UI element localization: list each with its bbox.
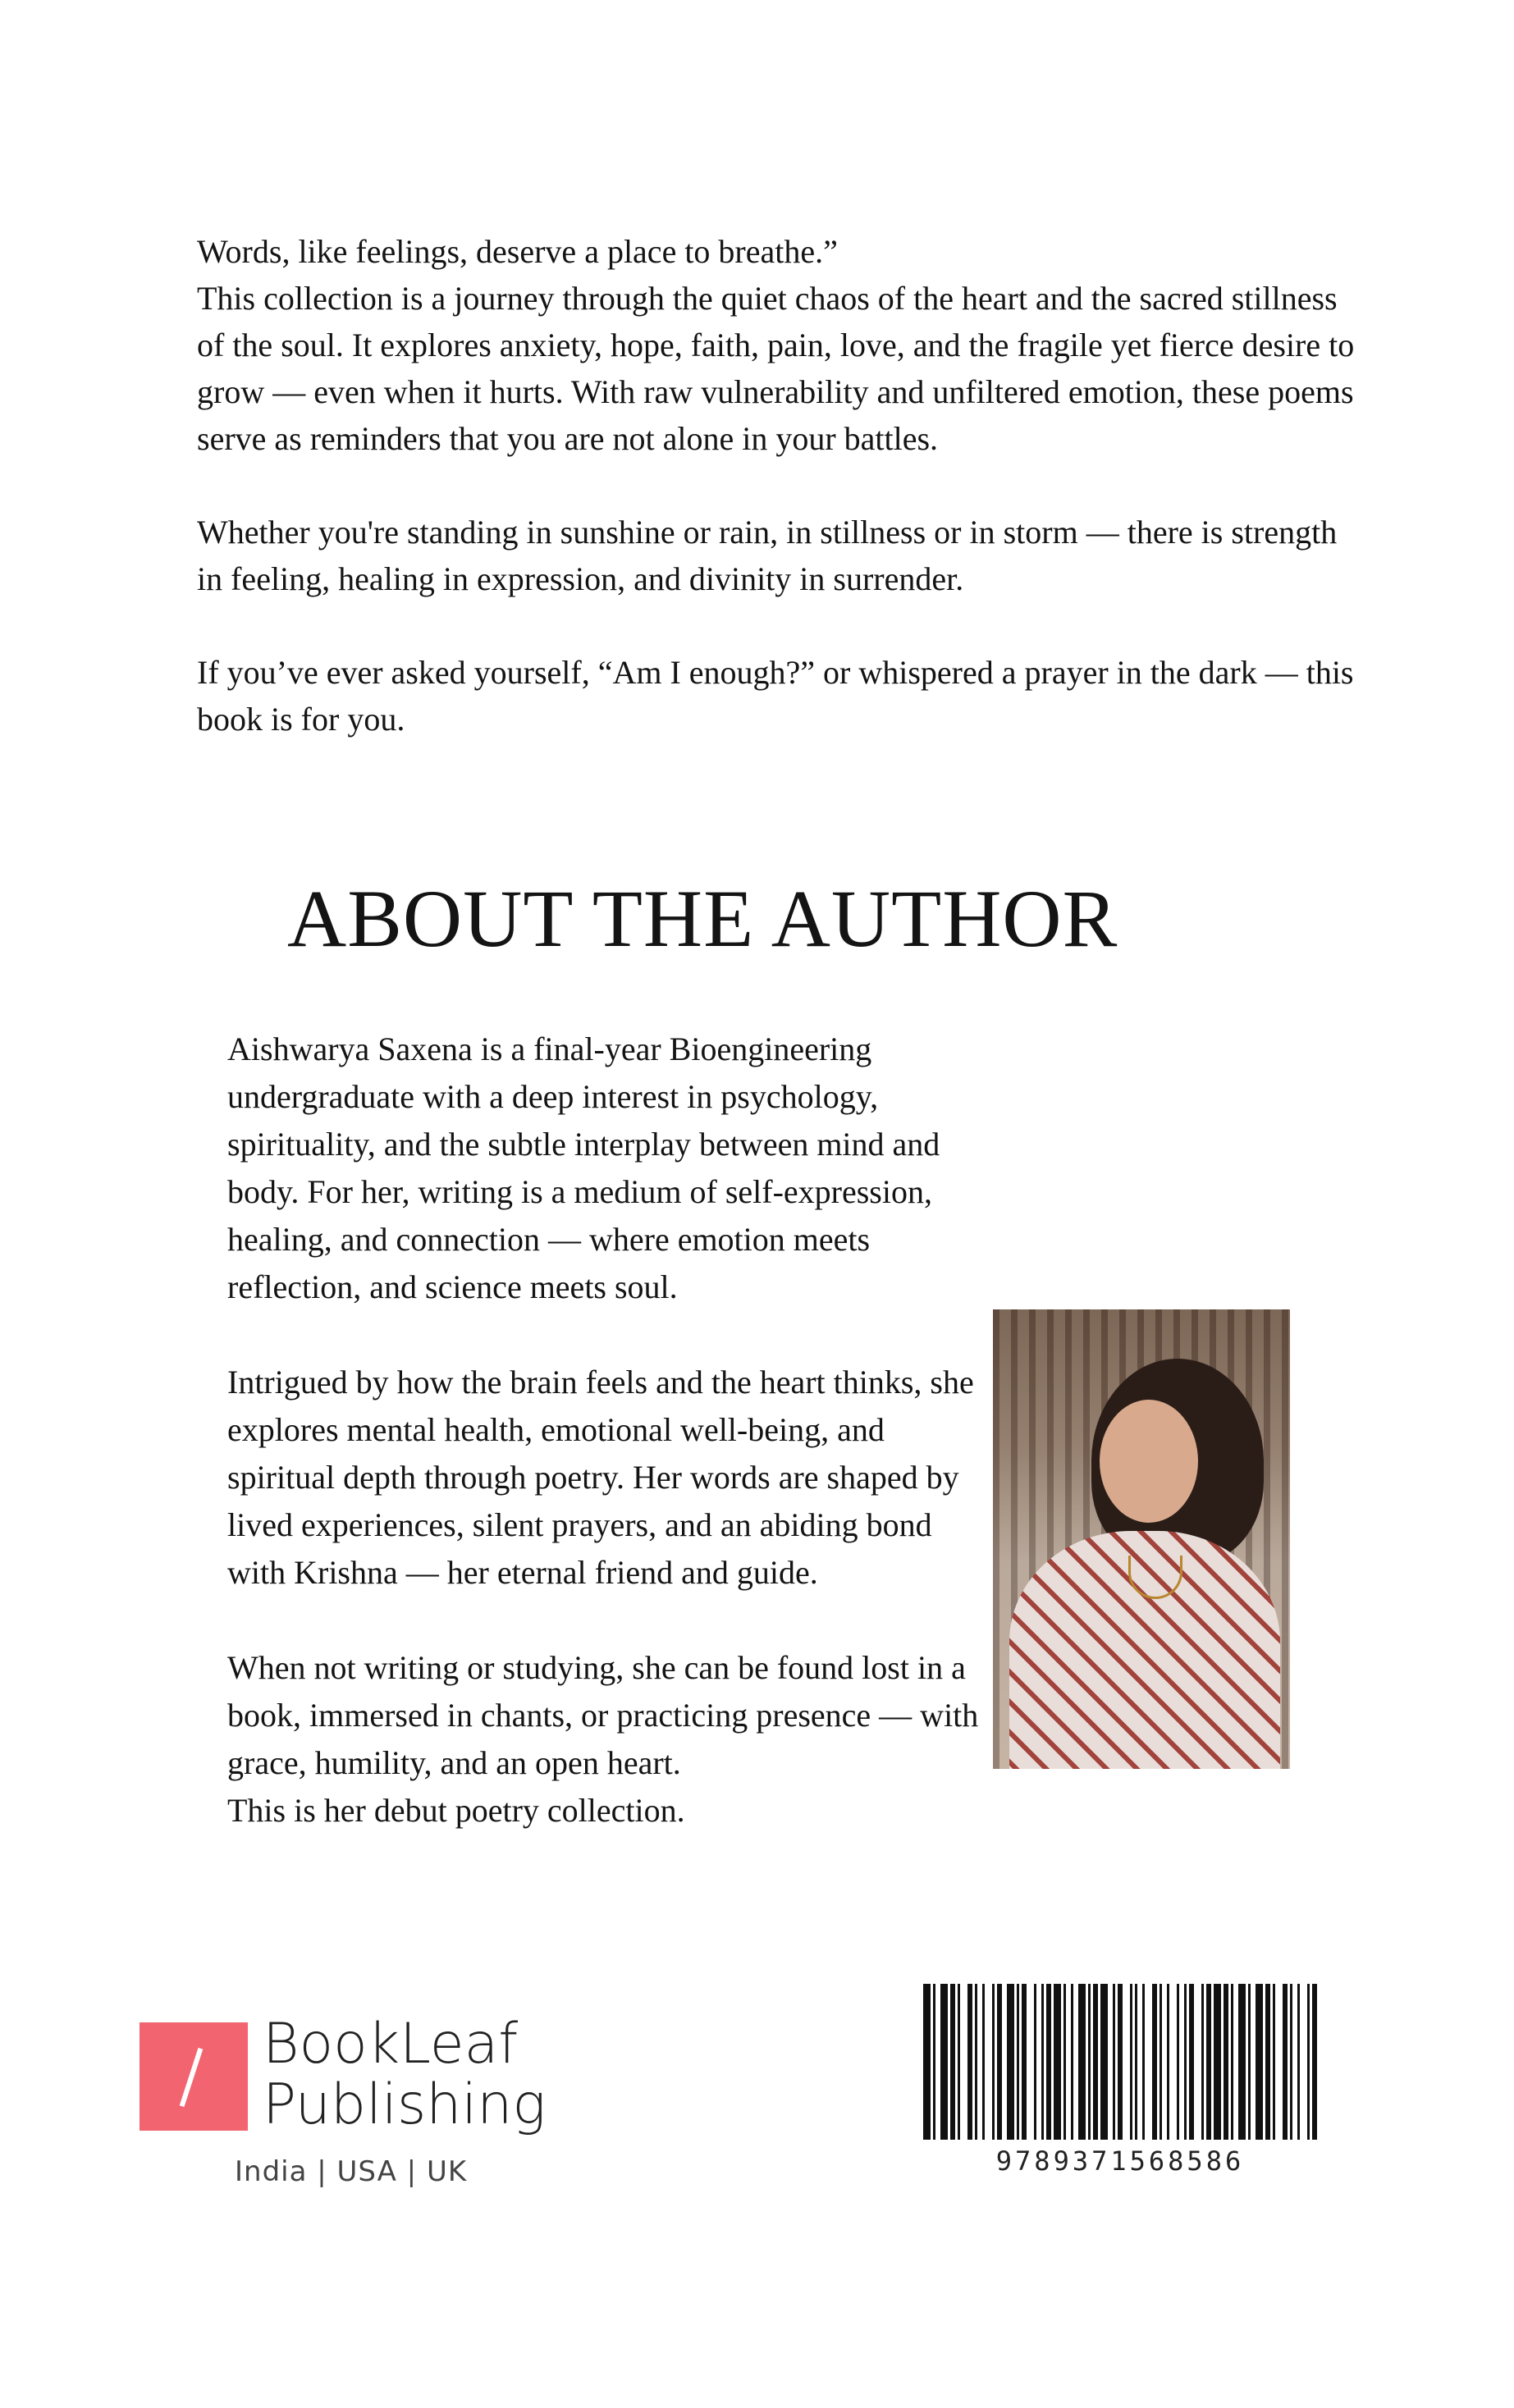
barcode-bar — [1206, 1984, 1211, 2140]
barcode-bar — [1224, 1984, 1228, 2140]
barcode-bar — [1248, 1984, 1251, 2140]
bio-paragraph-2: Intrigued by how the brain feels and the heart thinks, she explores mental health, emotional well-being, and spiritual depth through poetry. Her words are shaped by lived experiences, silent prayers, and an abiding bond with Krishna — her eternal friend and guide. — [227, 1364, 974, 1591]
blurb-paragraph-2: Whether you're standing in sunshine or rain, in stillness or in storm — there is strength in feeling, healing in expression, and divinity in surrender. — [197, 514, 1338, 597]
barcode-bar — [1046, 1984, 1051, 2140]
barcode-bar — [1017, 1984, 1019, 2140]
barcode-bar — [933, 1984, 935, 2140]
barcode-bar — [1063, 1984, 1066, 2140]
barcode-bar — [1265, 1984, 1270, 2140]
barcode-bar — [1093, 1984, 1098, 2140]
barcode-bar — [1135, 1984, 1137, 2140]
blurb-paragraph-1: Words, like feelings, deserve a place to breathe.” This collection is a journey through the quiet chaos of the heart and the sacred stillness of the soul. It explores anxiety, hope, faith, pain, love, and the fragile yet fierce desire to grow — even when it hurts. With raw vulnerability and unfiltered emotion, these poems serve as reminders that you are not alone in your battles. — [197, 233, 1355, 457]
author-bio — [227, 1026, 982, 1882]
barcode-bar — [1297, 1984, 1300, 2140]
bio-paragraph-1: Aishwarya Saxena is a final-year Bioengineering undergraduate with a deep interest in psychology, spirituality, and the subtle interplay between mind and body. For her, writing is a medium of self-expression, healing, and connection — where emotion meets reflection, and science meets soul. — [227, 1030, 940, 1305]
slash-icon — [180, 2048, 204, 2107]
publisher-name-line-2: Publishing — [263, 2072, 547, 2137]
barcode-bar — [1160, 1984, 1162, 2140]
publisher-logo-mark — [140, 2022, 248, 2131]
barcode-bar — [950, 1984, 955, 2140]
barcode-bar — [1034, 1984, 1036, 2140]
barcode-bar — [1022, 1984, 1027, 2140]
barcode-bar — [1201, 1984, 1204, 2140]
barcode-bar — [1167, 1984, 1169, 2140]
barcode-bar — [1078, 1984, 1086, 2140]
barcode-bar — [1283, 1984, 1288, 2140]
barcode-bar — [997, 1984, 1002, 2140]
barcode-bar — [1118, 1984, 1123, 2140]
barcode-bar — [1152, 1984, 1157, 2140]
barcode-bar — [1184, 1984, 1187, 2140]
barcode-bar — [1113, 1984, 1115, 2140]
barcode-bar — [975, 1984, 977, 2140]
barcode-bar — [1054, 1984, 1061, 2140]
photo-face — [1100, 1400, 1198, 1523]
publisher-name — [263, 2014, 546, 2136]
barcode-bar — [1189, 1984, 1194, 2140]
barcode-bar — [1312, 1984, 1317, 2140]
back-cover-blurb — [197, 228, 1362, 789]
barcode-bar — [1041, 1984, 1044, 2140]
barcode-bar — [958, 1984, 960, 2140]
isbn-number: 9789371568586 — [995, 2145, 1245, 2177]
barcode-bar — [1231, 1984, 1233, 2140]
barcode-bar — [992, 1984, 995, 2140]
barcode-bar — [1007, 1984, 1014, 2140]
author-photo — [993, 1309, 1290, 1769]
barcode-bar — [1100, 1984, 1108, 2140]
barcode-bar — [1088, 1984, 1091, 2140]
barcode-bar — [982, 1984, 985, 2140]
barcode-bar — [1071, 1984, 1073, 2140]
barcode-bar — [1307, 1984, 1310, 2140]
bio-paragraph-3: When not writing or studying, she can be found lost in a book, immersed in chants, or practicing presence — with grace, humility, and an open heart. This is her debut poetry collection. — [227, 1649, 979, 1829]
publisher-name-line-1: BookLeaf — [263, 2012, 519, 2077]
barcode-bar — [923, 1984, 931, 2140]
barcode-bar — [1256, 1984, 1263, 2140]
barcode-bar — [940, 1984, 948, 2140]
publisher-regions: India | USA | UK — [235, 2155, 468, 2188]
barcode-bar — [1214, 1984, 1221, 2140]
blurb-paragraph-3: If you’ve ever asked yourself, “Am I enough?” or whispered a prayer in the dark — this book is for you. — [197, 654, 1354, 738]
barcode-bar — [1130, 1984, 1132, 2140]
barcode-bar — [1290, 1984, 1292, 2140]
barcode-bar — [1273, 1984, 1275, 2140]
isbn-barcode — [923, 1984, 1317, 2148]
barcode-bar — [967, 1984, 972, 2140]
barcode-bar — [1238, 1984, 1246, 2140]
about-the-author-heading: ABOUT THE AUTHOR — [287, 873, 1118, 964]
barcode-bar — [1177, 1984, 1179, 2140]
barcode-bar — [1142, 1984, 1145, 2140]
